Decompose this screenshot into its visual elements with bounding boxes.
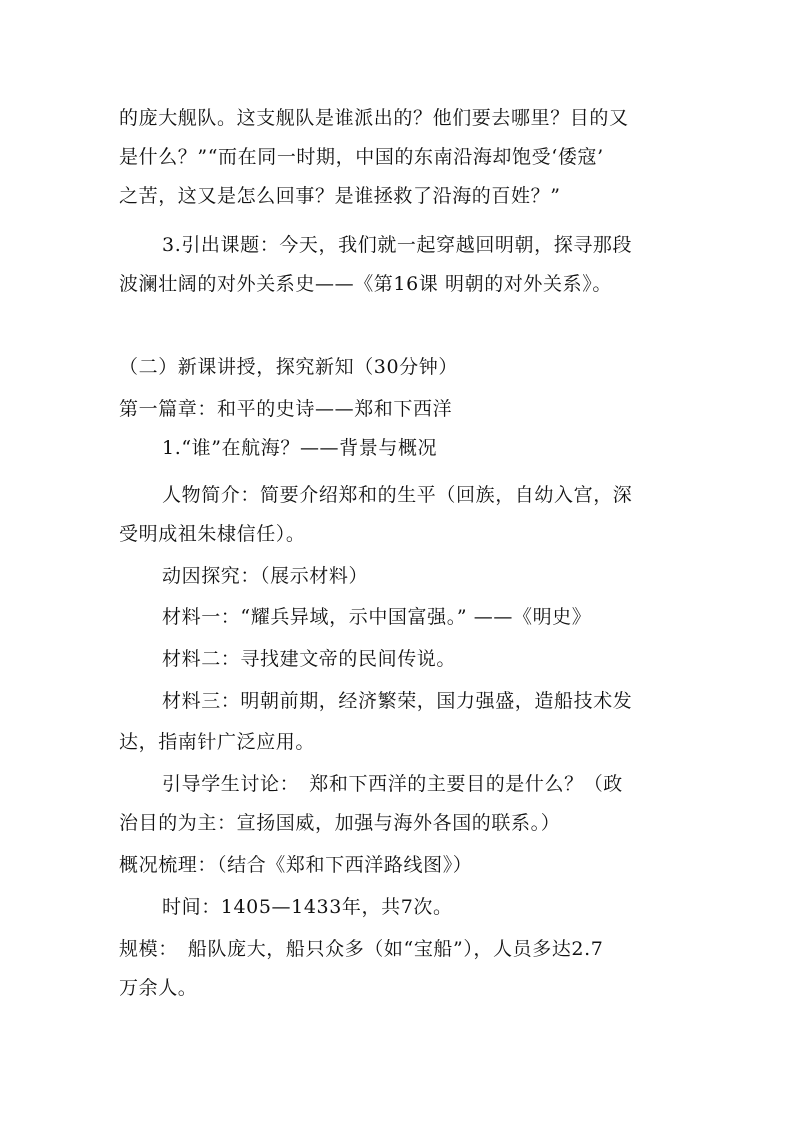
paragraph-line: 概况梳理：（结合《郑和下西洋路线图》） — [119, 854, 473, 876]
paragraph-line: 之苦，这又是怎么回事？是谁拯救了沿海的百姓？” — [119, 185, 561, 207]
paragraph-line: 时间：1405—1433年，共7次。 — [162, 896, 453, 918]
paragraph-line: 是什么？”“而在同一时期，中国的东南沿海却饱受‘倭寇’ — [119, 146, 604, 168]
chapter-heading: 第一篇章：和平的史诗——郑和下西洋 — [119, 398, 453, 420]
material-line: 材料二：寻找建文帝的民间传说。 — [162, 648, 457, 670]
material-line: 材料一：“耀兵异域，示中国富强。” ——《明史》 — [162, 606, 592, 628]
paragraph-line: 3.引出课题：今天，我们就一起穿越回明朝，探寻那段 — [162, 234, 633, 256]
paragraph-line: 波澜壮阔的对外关系史——《第16课 明朝的对外关系》。 — [119, 273, 612, 295]
paragraph-line: 人物简介：简要介绍郑和的生平（回族，自幼入宫，深 — [162, 484, 633, 506]
paragraph-line: 规模： 船队庞大，船只众多（如“宝船”），人员多达2.7 — [119, 938, 604, 960]
paragraph-line: 达，指南针广泛应用。 — [119, 731, 316, 753]
paragraph-line: 动因探究：（展示材料） — [162, 565, 369, 587]
paragraph-line: 的庞大舰队。这支舰队是谁派出的？他们要去哪里？目的又 — [119, 107, 629, 129]
paragraph-line: 受明成祖朱棣信任）。 — [119, 523, 306, 545]
section-heading: （二）新课讲授，探究新知（30分钟） — [119, 356, 458, 378]
paragraph-line: 万余人。 — [119, 977, 198, 999]
material-line: 材料三：明朝前期，经济繁荣，国力强盛，造船技术发 — [162, 690, 633, 712]
subsection-heading: 1.“谁”在航海？——背景与概况 — [162, 437, 438, 459]
paragraph-line: 治目的为主：宣扬国威，加强与海外各国的联系。） — [119, 812, 561, 834]
paragraph-line: 引导学生讨论： 郑和下西洋的主要目的是什么？（政 — [162, 773, 623, 795]
